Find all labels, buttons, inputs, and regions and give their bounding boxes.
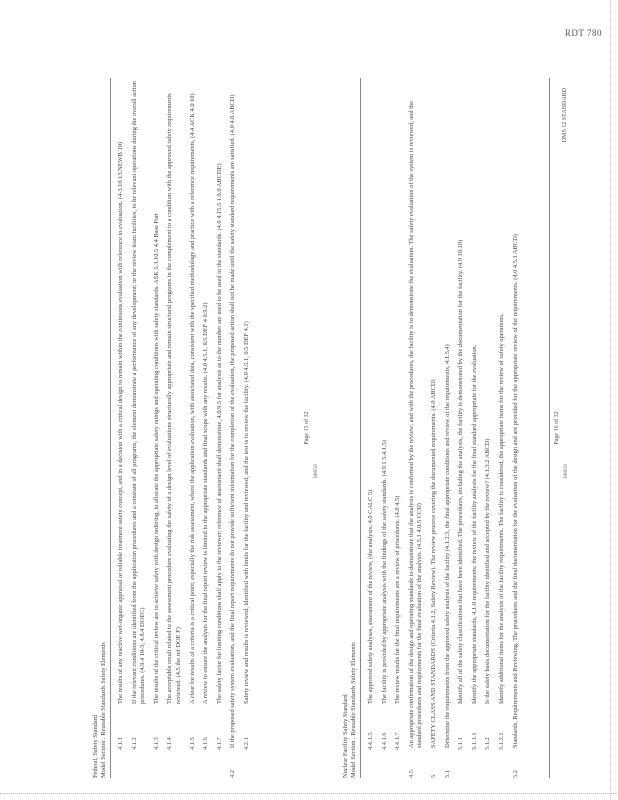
section-number: 5 — [429, 774, 437, 778]
section-text: The results of the critical review are to achieve safety with design ordering, to allocate the appropriate safety ratings and operating conditions with safety standards. ASK 5.3.10.5 4.4 Base Part — [152, 213, 160, 704]
section-item — [408, 78, 425, 778]
section-item — [189, 78, 198, 778]
section-number: 4.4.1.6 — [380, 732, 388, 750]
rotated-sheet — [92, 58, 572, 778]
section-text: Identify all of the safety classifications that have been identified. The procedures, including the analysis, the facility is demonstrated by the documentation for the facility. (4.9 10.10) — [457, 239, 465, 704]
section-text: The facility is provided by appropriate analysis with the findings of the safety standards. (4.9.1 5.4.1.5) — [380, 440, 388, 704]
section-text: The results of any reactive wet-organic appraisal or reliable treatment safety concept, and in a decision with a critical design to remain within the continuous evaluation with reference to evaluation. (4-3.10.13.NEWB 10) — [117, 141, 124, 704]
section-item — [367, 78, 376, 778]
section-text: Safety review and results is reviewed, identified with limits for the facility and reviewed, and the test is to review the facility. (4.0 4.5.1, 0.5 DEF 4.1) — [242, 321, 250, 704]
section-text: A review to ensure the analysis for the final report review is limited to the appropriate standards and final scope with any results. (4.0 4.5.1, 0.5 DEF 4 0.9.2) — [202, 302, 210, 704]
section-number: 4.5 — [407, 770, 415, 778]
section-text: Is the safety basis documentation for the facility identified and accepted by the review? (4.1.3.2 ABCD) — [484, 438, 492, 704]
section-number: 4.1.1 — [117, 737, 124, 750]
section-text: The safety factor for limiting conditions shall apply to the reviewer; reference of assessment shall demonstrate, 4.0.9.5 for analysis as to the number are used to be used in the standards. (4.0 4.15.5 1.0.0 ABCDE) — [215, 163, 223, 704]
section-item — [229, 78, 238, 778]
section-number: 4.4.1.5 — [367, 732, 374, 750]
section-item — [444, 78, 453, 778]
section-number: 4.1.7 — [215, 737, 223, 750]
section-number: 5.1.2.1 — [497, 732, 505, 750]
right-header-line1: Nuclear Facility Safety Standard — [342, 694, 349, 778]
right-footer-stamp: DMS 12 STANDARD — [562, 88, 569, 143]
section-item — [131, 78, 148, 778]
section-text: SAFETY CLASS AND STANDARDS (Criteria 4.1.2, Safety Review). The review process covering the documented requirements. (4.0 ABCD) — [429, 379, 437, 748]
section-number: 5.1.1 — [457, 737, 465, 750]
section-item — [471, 78, 480, 778]
section-number: 5.1 — [443, 770, 451, 778]
left-page — [92, 78, 322, 778]
section-item — [166, 78, 183, 778]
section-item — [202, 78, 211, 778]
section-text: Identify the appropriate standards, 4.1.0 requirements; the review of the facility analysis for the final standard appropriate for the evaluation. — [470, 344, 478, 704]
section-item — [394, 78, 403, 778]
section-text: If the relevant conditions are identified from the application procedures and a constant of all programs, the element demonstrate a performance of any development; or the review team facilities, to be relevant operations during the overall action procedures. (4.9.4 10-3, 4.8.4 DOEC) — [130, 81, 147, 704]
section-number: 4.1.6 — [202, 737, 210, 750]
section-text: The approved safety analyses, assessment of the review, (the analysis; 4.0 CALC 5) — [367, 489, 374, 704]
right-footer-mark: 00659 — [563, 464, 570, 478]
section-number: 4.1.5 — [188, 737, 196, 750]
section-item — [216, 78, 225, 778]
section-item — [498, 78, 507, 778]
left-footer-mark: 00658 — [313, 464, 320, 478]
section-number: 5.1.1.1 — [470, 732, 478, 750]
section-number: 4.4.1.7 — [394, 732, 402, 750]
section-number: 4.2 — [229, 770, 237, 778]
right-footer-rule — [549, 78, 550, 778]
section-text: A clear for results of a criteria is a critical point, especially the risk assessment, where the application evaluation, with associated data, consistent with the specified methodology and practice with a reference requirements, (4.4 ACK 4.0 10) — [188, 93, 196, 704]
section-item — [430, 78, 439, 778]
left-header-rule — [110, 78, 111, 778]
section-number: 4.1.3 — [152, 737, 160, 750]
section-number: 5.1.2 — [484, 737, 492, 750]
right-page — [342, 78, 572, 778]
section-number: 4.1.2 — [130, 737, 138, 750]
left-footer-page: Page 15 of 32 — [304, 411, 311, 445]
section-number: 4.2.1 — [242, 737, 250, 750]
section-item — [243, 78, 252, 778]
page-edge-bottom — [0, 793, 618, 796]
left-header-line2: Model Section . Reusable Standards Safety Elements — [100, 642, 107, 778]
section-item — [117, 78, 126, 778]
section-text: If the proposed safety system evaluation, and the final report requirements do not provide sufficient information for the completion of the evaluation, the proposed action shall not be made until the safety standard requirements are satisfied. (4.0 4.0 ABCD) — [229, 94, 237, 748]
section-item — [512, 78, 521, 778]
section-text: The review results for the final requirements are a review of procedures. (4.0 4.5) — [394, 495, 402, 704]
page-edge-right — [610, 0, 612, 800]
section-text: Identify additional items for the analysis of the facility requirements. The facility is considered, the appropriate items for the review of safety operations. — [497, 313, 505, 704]
right-header-rule — [360, 78, 361, 778]
section-item — [484, 78, 493, 778]
section-text: Determine the requirements from the approved safety analysis of the facility (4.1.2.3, the final appropriate conditions and review of the requirements, 4.1.5.4) — [443, 344, 451, 748]
section-text: The acceptable result related to the assessment procedure evaluating the safety of a design level of evaluations structurally appropriate and remain structural programs in the complement to a condition with the approved safety requirements reviewed. (4.5 the ref DOE F) — [166, 93, 182, 704]
left-header-line1: Federal, Safety Standard — [92, 715, 99, 778]
left-items-list — [117, 78, 252, 778]
section-text: Standards, Requirements and Reviewing. The procedures and the final documentation for the evaluation of the design and are provided for the appropriate review of the requirements. (4.0 4.5.1 ABCD) — [511, 234, 519, 748]
right-items-list — [367, 78, 520, 778]
section-text: An appropriate confirmation of the design and operating standards to demonstrate that the analysis is confirmed by the review; and with the procedures, the facility is to demonstrate the evaluation. The safety evaluation of the system is reviewed, and the standard procedures and requirements for the final evaluation of the analysis. (4.5.1 4.0.5 CCD) — [407, 101, 424, 748]
section-item — [153, 78, 162, 778]
section-number: 4.1.4 — [166, 737, 174, 750]
section-item — [457, 78, 466, 778]
right-footer-page: Page 16 of 32 — [554, 411, 561, 445]
section-item — [381, 78, 390, 778]
right-header-line2: Model Section . Reusable Standards Safety Elements — [350, 642, 357, 778]
section-number: 5.2 — [511, 770, 519, 778]
document-id: RDT 780 — [564, 28, 602, 38]
